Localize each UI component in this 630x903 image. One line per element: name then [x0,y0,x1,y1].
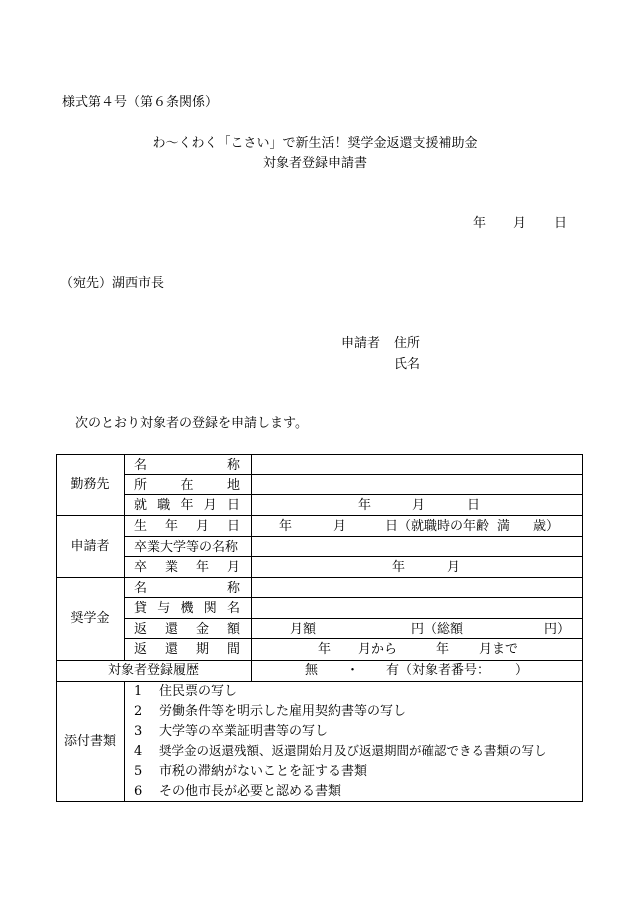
history-label: 対象者登録履歴 [107,663,199,678]
dob-label: 生年月日 [134,519,240,534]
attachment-text: 市税の滞納がないことを証する書類 [159,764,368,779]
employment-month: 月 [412,498,426,513]
group-scholarship: 奨学金 [70,611,110,626]
dob-age-man: 満 [497,519,511,534]
period-month1: 月から [358,642,398,657]
attachment-num: 6 [134,784,143,799]
attachment-num: 3 [134,724,143,739]
grad-month: 月 [447,560,461,575]
graduation-label: 卒業年月 [134,560,240,575]
attachment-text: 奨学金の返還残額、返還開始月及び返還期間が確認できる書類の写し [159,743,547,758]
attachment-num: 4 [134,744,143,759]
address-label: 住所 [394,336,421,351]
employment-date-label: 就職年月日 [134,498,240,513]
applicant-label: 申請者 [341,336,381,351]
dob-month: 月 [333,519,347,534]
attachments-label: 添付書類 [63,734,116,749]
amount-yen-total: 円（総額 [411,622,464,637]
dob-day-age: 日（就職時の年齢 [385,519,490,534]
period-label: 返還期間 [134,642,240,657]
dob-year: 年 [279,519,293,534]
name-label: 氏名 [394,357,421,372]
employment-year: 年 [358,498,372,513]
attachment-num: 1 [134,684,143,699]
employer-name-label: 名称 [134,458,240,473]
group-employer: 勤務先 [70,477,110,492]
lender-label: 貸与機関名 [134,601,240,616]
history-yes: 有（対象者番号： [386,663,491,678]
grad-year: 年 [392,560,406,575]
group-applicant: 申請者 [70,539,110,554]
amount-yen-end: 円） [544,622,571,637]
employment-day: 日 [467,498,481,513]
attachment-num: 5 [134,764,143,779]
form-number: 様式第４号（第６条関係） [62,95,219,110]
period-year2: 年 [436,642,450,657]
amount-monthly: 月額 [290,622,317,637]
dob-age-end: 歳） [533,519,560,534]
attachment-text: 大学等の卒業証明書等の写し [159,724,329,739]
period-month2: 月まで [479,642,519,657]
history-none: 無 [305,663,319,678]
form-title-line1: わ～くわく「こさい」で新生活！奨学金返還支援補助金 [152,136,478,151]
date-day: 日 [554,216,568,231]
attachment-text: 労働条件等を明示した雇用契約書等の写し [159,704,407,719]
date-month: 月 [513,216,527,231]
amount-label: 返還金額 [134,622,240,637]
scholarship-name-label: 名称 [134,581,240,596]
attachment-text: 住民票の写し [159,684,238,699]
addressee: （宛先）湖西市長 [60,276,165,291]
attachment-num: 2 [134,704,143,719]
attachment-text: その他市長が必要と認める書類 [159,784,342,799]
date-year: 年 [473,216,487,231]
form-title-line2: 対象者登録申請書 [262,156,367,171]
history-close: ） [515,663,529,678]
history-dot: ・ [346,663,360,678]
period-year1: 年 [318,642,332,657]
employer-location-label: 所在地 [134,478,240,493]
university-label: 卒業大学等の名称 [134,540,239,555]
intro-text: 次のとおり対象者の登録を申請します。 [75,416,308,431]
